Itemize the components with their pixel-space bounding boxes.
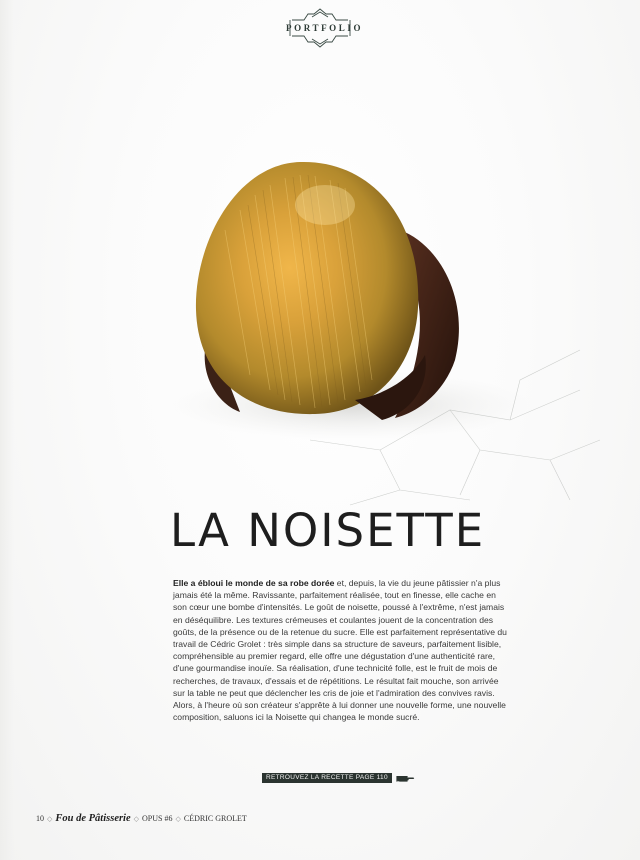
author-name: CÉDRIC GROLET <box>183 814 247 823</box>
recipe-link-label: RETROUVEZ LA RECETTE PAGE 110 <box>262 773 392 783</box>
pointing-hand-icon <box>396 773 416 783</box>
footer-separator: ◇ <box>175 815 181 823</box>
section-label: PORTFOLIO <box>286 23 364 33</box>
portfolio-emblem <box>286 6 364 50</box>
article-text: et, depuis, la vie du jeune pâtissier n'a plus jamais été la même. Ravissante, parfaitement réalisée, tout en finesse, elle cache en son cœur une bombe d'intensités. Le goût de noisette, poussé à l'extrême, n'est jamais en déséquilibre. Les textures crémeuses et coulantes jouent de la concentration des goûts, de la présence ou de la retenue du sucre. Elle est parfaitement représentative du travail de Cédric Grolet : très simple dans sa structure de saveurs, parfaitement lisible, compréhensible au premier regard, elle offre une dégustation d'une authenticité rare, d'une gourmandise inouïe. Sa réalisation, d'une technicité folle, est le fruit de mois de recherches, de travaux, d'essais et de répétitions. Le résultat fait mouche, son arrivée sur la table ne peut que déclencher les cris de joie et l'admiration des convives ravis. Alors, à l'heure où son créateur s'apprête à lui donner une nouvelle forme, une nouvelle composition, saluons ici la Noisette qui changea le monde sucré. <box>173 578 507 723</box>
hazelnut-pastry-illustration <box>150 150 620 510</box>
article-title: LA NOISETTE <box>170 504 486 557</box>
footer-separator: ◇ <box>47 815 53 823</box>
page-footer <box>36 813 247 827</box>
issue-label: OPUS #6 <box>142 814 173 823</box>
page-number: 10 <box>36 814 44 823</box>
page-gutter-shadow <box>0 0 14 860</box>
recipe-page-link[interactable] <box>262 772 416 784</box>
footer-separator: ◇ <box>133 815 140 823</box>
article-body <box>173 577 509 749</box>
article-lead: Elle a ébloui le monde de sa robe dorée <box>173 578 335 588</box>
magazine-name: Fou de Pâtisserie <box>55 813 131 824</box>
